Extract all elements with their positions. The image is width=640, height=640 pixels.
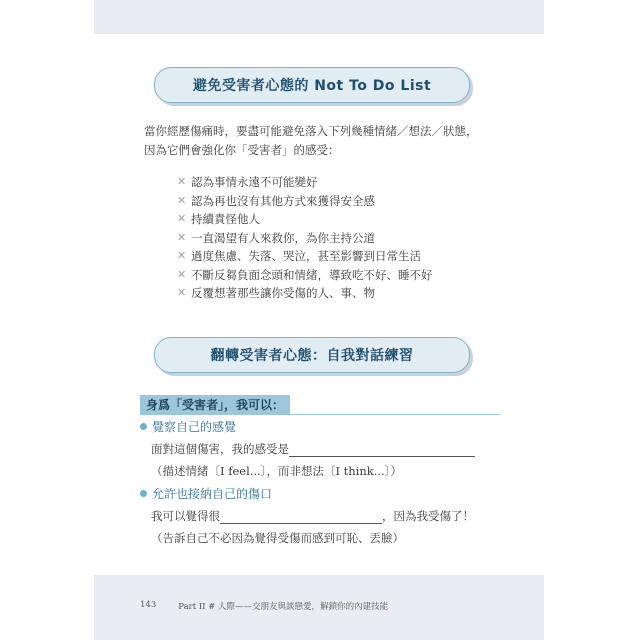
page-footer xyxy=(140,600,388,612)
step2-heading-text: 允許也接納自己的傷口 xyxy=(152,487,273,501)
book-page xyxy=(94,0,544,640)
step1-prompt-text: 面對這個傷害，我的感受是 xyxy=(151,442,289,456)
list-item-text: 認為事情永遠不可能變好 xyxy=(191,175,318,189)
x-mark-icon: ✕ xyxy=(177,230,187,244)
header-band xyxy=(94,0,544,34)
role-label: 身爲「受害者」，我可以： xyxy=(140,395,290,415)
step2-prompt xyxy=(151,508,474,524)
list-item xyxy=(177,247,433,266)
list-item xyxy=(177,229,433,248)
step2-prompt-suffix: ，因為我受傷了！ xyxy=(382,509,474,523)
bullet-dot-icon xyxy=(140,423,147,430)
running-title: Part II # 人際——交朋友與談戀愛，解鎖你的內建技能 xyxy=(178,602,389,612)
step2-heading xyxy=(140,485,272,502)
list-item-text: 認為再也沒有其他方式來獲得安全感 xyxy=(191,193,375,208)
list-item-text: 反覆想著那些讓你受傷的人、事、物 xyxy=(191,286,375,300)
list-item xyxy=(177,192,433,211)
not-to-do-title: 避免受害者心態的 Not To Do List xyxy=(154,67,470,103)
step1-heading xyxy=(140,418,236,435)
fill-in-blank[interactable] xyxy=(220,511,382,524)
step1-hint: （描述情緒〔I feel...〕，而非想法〔I think...〕） xyxy=(151,464,402,478)
x-mark-icon: ✕ xyxy=(177,267,187,281)
list-item-text: 持續責怪他人 xyxy=(191,212,260,226)
list-item xyxy=(177,173,433,192)
list-item-text: 不斷反芻負面念頭和情緒，導致吃不好、睡不好 xyxy=(191,267,433,282)
intro-paragraph xyxy=(144,122,500,160)
step2-hint: （告訴自己不必因為覺得受傷而感到可恥、丟臉） xyxy=(151,531,404,545)
step1-prompt xyxy=(151,441,475,457)
list-item-text: 一直渴望有人來救你，為你主持公道 xyxy=(191,230,375,245)
step1-heading-text: 覺察自己的感覺 xyxy=(152,420,237,434)
x-mark-icon: ✕ xyxy=(177,286,187,299)
list-item xyxy=(177,284,433,303)
not-to-do-list xyxy=(177,173,433,303)
bullet-dot-icon xyxy=(140,490,147,497)
fill-in-blank[interactable] xyxy=(289,444,475,457)
list-item xyxy=(177,210,433,229)
intro-line: 因為它們會強化你「受害者」的感受： xyxy=(144,143,340,157)
x-mark-icon: ✕ xyxy=(177,212,187,225)
x-mark-icon: ✕ xyxy=(177,193,187,207)
intro-line: 當你經歷傷痛時，要盡可能避免落入下列幾種情緒／想法／狀態， xyxy=(144,124,478,138)
page-number: 143 xyxy=(140,600,157,610)
list-item-text: 過度焦慮、失落、哭泣，甚至影響到日常生活 xyxy=(191,249,421,263)
x-mark-icon: ✕ xyxy=(177,175,187,188)
divider xyxy=(140,414,500,415)
list-item xyxy=(177,266,433,285)
x-mark-icon: ✕ xyxy=(177,249,187,262)
flip-title: 翻轉受害者心態：自我對話練習 xyxy=(154,337,470,373)
step2-prompt-prefix: 我可以覺得很 xyxy=(151,509,220,523)
